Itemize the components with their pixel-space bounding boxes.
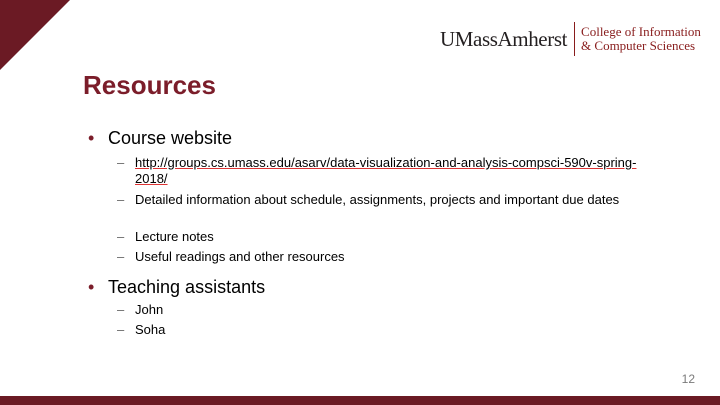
dash-icon: – (117, 155, 125, 170)
sub-item-ta-soha (117, 322, 657, 338)
logo-college-line2: & Computer Sciences (581, 38, 696, 53)
slide-title: Resources (83, 70, 216, 100)
sub-item-text: Lecture notes (135, 229, 214, 244)
logo-college-text (581, 25, 701, 53)
page-number: 12 (681, 372, 695, 386)
dash-icon: – (117, 302, 125, 317)
dash-icon: – (117, 192, 125, 207)
bullet-heading: Course website (108, 128, 233, 148)
sub-item-website-link[interactable] (117, 155, 657, 187)
dash-icon: – (117, 322, 125, 337)
sub-item-detailed-info (117, 192, 657, 208)
logo-divider (574, 22, 575, 56)
sub-item-text: Useful readings and other resources (135, 249, 345, 264)
corner-decoration (0, 0, 70, 70)
sub-item-ta-john (117, 302, 657, 318)
bullet-icon: • (88, 277, 95, 297)
logo-college-line1: College of Information (581, 24, 701, 39)
dash-icon: – (117, 229, 125, 244)
sub-item-readings (117, 249, 657, 265)
footer-bar (0, 396, 720, 405)
umass-cics-logo (440, 20, 701, 58)
sub-item-text: Soha (135, 322, 166, 337)
bullet-icon: • (88, 128, 95, 148)
bullet-heading: Teaching assistants (108, 277, 266, 297)
sub-item-text: John (135, 302, 164, 317)
dash-icon: – (117, 249, 125, 264)
sub-item-lecture-notes (117, 229, 657, 245)
logo-umass-text: UMassAmherst (440, 26, 568, 51)
sub-item-text: Detailed information about schedule, assignments, projects and important due dates (135, 192, 620, 207)
course-website-link[interactable]: http://groups.cs.umass.edu/asarv/data-visualization-and-analysis-compsci-590v-spring-2018/ (135, 155, 637, 186)
